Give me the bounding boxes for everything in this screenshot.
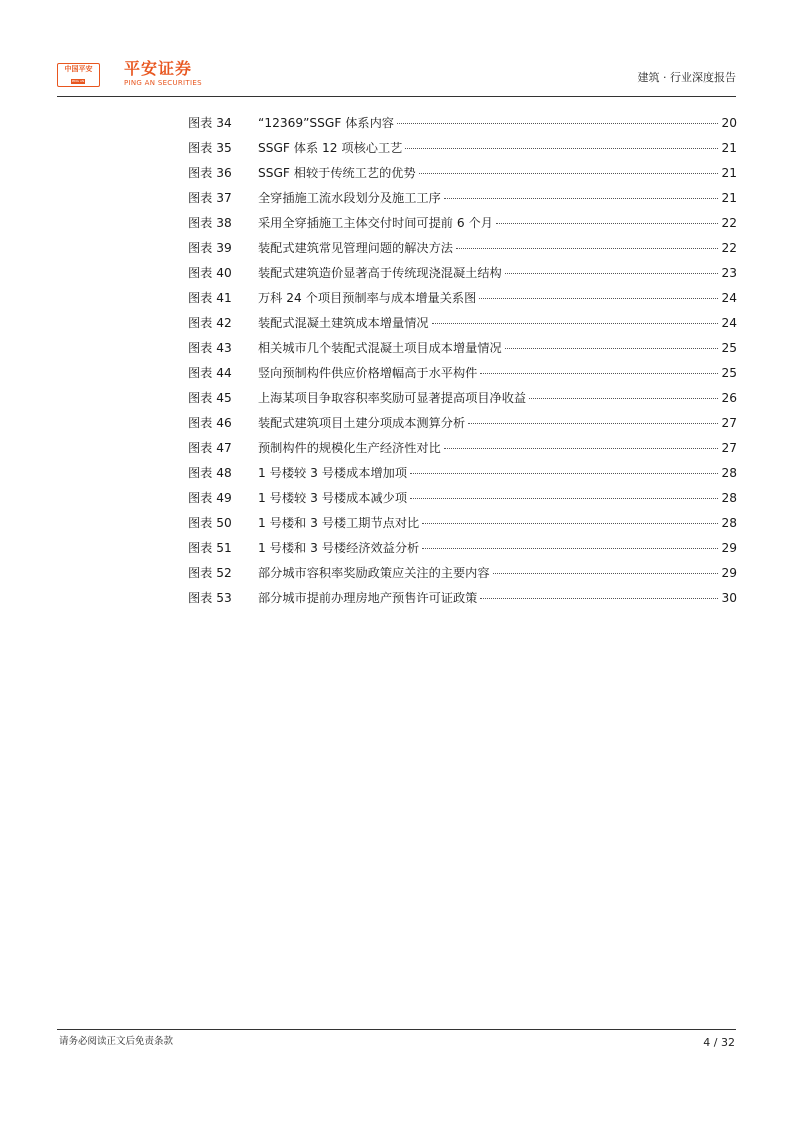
toc-entry-label: 图表 43 bbox=[188, 341, 232, 355]
disclaimer-note: 请务必阅读正文后免责条款 bbox=[59, 1036, 174, 1047]
toc-entry-page: 22 bbox=[721, 241, 737, 255]
toc-entry-title: 1 号楼和 3 号楼经济效益分析 bbox=[258, 541, 420, 555]
toc-entry[interactable] bbox=[188, 588, 737, 613]
toc-entry-title: 相关城市几个装配式混凝土项目成本增量情况 bbox=[258, 341, 502, 355]
toc-entry-page: 24 bbox=[721, 316, 737, 330]
toc-entry-page: 24 bbox=[721, 291, 737, 305]
dot-leader bbox=[505, 348, 719, 349]
toc-entry[interactable] bbox=[188, 138, 737, 163]
toc-entry-label: 图表 44 bbox=[188, 366, 232, 380]
dot-leader bbox=[479, 298, 718, 299]
toc-entry[interactable] bbox=[188, 563, 737, 588]
toc-entry[interactable] bbox=[188, 163, 737, 188]
toc-entry-title: 装配式建筑项目土建分项成本测算分析 bbox=[258, 416, 466, 430]
toc-entry-page: 21 bbox=[721, 191, 737, 205]
toc-entry-label: 图表 49 bbox=[188, 491, 232, 505]
toc-entry[interactable] bbox=[188, 113, 737, 138]
dot-leader bbox=[444, 448, 719, 449]
toc-entry-title: “12369”SSGF 体系内容 bbox=[258, 116, 394, 130]
toc-entry-title: 装配式混凝土建筑成本增量情况 bbox=[258, 316, 429, 330]
toc-entry-page: 28 bbox=[721, 491, 737, 505]
dot-leader bbox=[419, 173, 719, 174]
toc-entry-title: 竖向预制构件供应价格增幅高于水平构件 bbox=[258, 366, 478, 380]
toc-entry[interactable] bbox=[188, 288, 737, 313]
dot-leader bbox=[422, 523, 718, 524]
toc-entry-title: 采用全穿插施工主体交付时间可提前 6 个月 bbox=[258, 216, 493, 230]
toc-entry[interactable] bbox=[188, 238, 737, 263]
toc-entry-page: 21 bbox=[721, 166, 737, 180]
header-divider bbox=[57, 96, 736, 97]
dot-leader bbox=[444, 198, 719, 199]
brand-name-cn: 平安证券 bbox=[124, 59, 193, 78]
toc-entry[interactable] bbox=[188, 463, 737, 488]
toc-entry-title: 部分城市容积率奖励政策应关注的主要内容 bbox=[258, 566, 490, 580]
toc-entry[interactable] bbox=[188, 538, 737, 563]
toc-entry[interactable] bbox=[188, 263, 737, 288]
toc-entry[interactable] bbox=[188, 338, 737, 363]
toc-entry-label: 图表 53 bbox=[188, 591, 232, 605]
ping-an-group-logo bbox=[57, 63, 100, 87]
toc-entry-title: 1 号楼较 3 号楼成本增加项 bbox=[258, 466, 408, 480]
logo-group-text: 中国平安 bbox=[64, 65, 93, 73]
toc-entry[interactable] bbox=[188, 438, 737, 463]
dot-leader bbox=[468, 423, 718, 424]
toc-entry-page: 27 bbox=[721, 441, 737, 455]
toc-entry-title: 部分城市提前办理房地产预售许可证政策 bbox=[258, 591, 478, 605]
toc-entry[interactable] bbox=[188, 313, 737, 338]
toc-entry-label: 图表 38 bbox=[188, 216, 232, 230]
dot-leader bbox=[405, 148, 718, 149]
report-section-title: 建筑 · 行业深度报告 bbox=[637, 71, 736, 84]
toc-entry-page: 20 bbox=[721, 116, 737, 130]
page-number: 4 / 32 bbox=[703, 1036, 735, 1049]
toc-entry-label: 图表 46 bbox=[188, 416, 232, 430]
toc-entry-page: 28 bbox=[721, 516, 737, 530]
toc-entry-label: 图表 35 bbox=[188, 141, 232, 155]
toc-entry-page: 26 bbox=[721, 391, 737, 405]
toc-entry[interactable] bbox=[188, 188, 737, 213]
toc-entry-title: SSGF 体系 12 项核心工艺 bbox=[258, 141, 403, 155]
toc-entry-label: 图表 37 bbox=[188, 191, 232, 205]
footer-divider bbox=[57, 1029, 736, 1030]
toc-entry-label: 图表 42 bbox=[188, 316, 232, 330]
dot-leader bbox=[422, 548, 718, 549]
toc-entry-page: 25 bbox=[721, 341, 737, 355]
toc-entry-title: 上海某项目争取容积率奖励可显著提高项目净收益 bbox=[258, 391, 527, 405]
toc-entry-page: 30 bbox=[721, 591, 737, 605]
toc-entry-page: 29 bbox=[721, 541, 737, 555]
toc-entry[interactable] bbox=[188, 413, 737, 438]
toc-entry-label: 图表 40 bbox=[188, 266, 232, 280]
toc-entry-page: 28 bbox=[721, 466, 737, 480]
toc-entry-page: 23 bbox=[721, 266, 737, 280]
toc-entry-label: 图表 52 bbox=[188, 566, 232, 580]
toc-entry-page: 25 bbox=[721, 366, 737, 380]
toc-entry[interactable] bbox=[188, 488, 737, 513]
dot-leader bbox=[410, 498, 718, 499]
toc-entry-title: 装配式建筑常见管理问题的解决方法 bbox=[258, 241, 453, 255]
dot-leader bbox=[432, 323, 719, 324]
toc-entry-page: 29 bbox=[721, 566, 737, 580]
toc-entry-label: 图表 41 bbox=[188, 291, 232, 305]
dot-leader bbox=[496, 223, 719, 224]
dot-leader bbox=[505, 273, 719, 274]
toc-entry-label: 图表 34 bbox=[188, 116, 232, 130]
toc-entry-title: SSGF 相较于传统工艺的优势 bbox=[258, 166, 416, 180]
dot-leader bbox=[480, 598, 718, 599]
toc-entry-label: 图表 48 bbox=[188, 466, 232, 480]
toc-entry-label: 图表 51 bbox=[188, 541, 232, 555]
brand-name-en: PING AN SECURITIES bbox=[124, 79, 202, 87]
dot-leader bbox=[493, 573, 719, 574]
toc-entry-label: 图表 47 bbox=[188, 441, 232, 455]
toc-entry-page: 27 bbox=[721, 416, 737, 430]
page-header bbox=[57, 60, 736, 96]
toc-entry-label: 图表 50 bbox=[188, 516, 232, 530]
toc-entry-page: 21 bbox=[721, 141, 737, 155]
dot-leader bbox=[410, 473, 718, 474]
dot-leader bbox=[529, 398, 718, 399]
toc-entry[interactable] bbox=[188, 388, 737, 413]
dot-leader bbox=[480, 373, 718, 374]
toc-entry-label: 图表 45 bbox=[188, 391, 232, 405]
toc-entry-label: 图表 39 bbox=[188, 241, 232, 255]
figure-list bbox=[188, 113, 737, 613]
toc-entry-title: 装配式建筑造价显著高于传统现浇混凝土结构 bbox=[258, 266, 502, 280]
toc-entry-title: 全穿插施工流水段划分及施工工序 bbox=[258, 191, 441, 205]
toc-entry[interactable] bbox=[188, 213, 737, 238]
logo-badge: PING AN bbox=[71, 79, 85, 83]
toc-entry-title: 万科 24 个项目预制率与成本增量关系图 bbox=[258, 291, 477, 305]
toc-entry-title: 1 号楼和 3 号楼工期节点对比 bbox=[258, 516, 420, 530]
toc-entry-page: 22 bbox=[721, 216, 737, 230]
toc-entry[interactable] bbox=[188, 513, 737, 538]
toc-entry-title: 1 号楼较 3 号楼成本减少项 bbox=[258, 491, 408, 505]
toc-entry-title: 预制构件的规模化生产经济性对比 bbox=[258, 441, 441, 455]
dot-leader bbox=[397, 123, 719, 124]
toc-entry[interactable] bbox=[188, 363, 737, 388]
dot-leader bbox=[456, 248, 718, 249]
toc-entry-label: 图表 36 bbox=[188, 166, 232, 180]
